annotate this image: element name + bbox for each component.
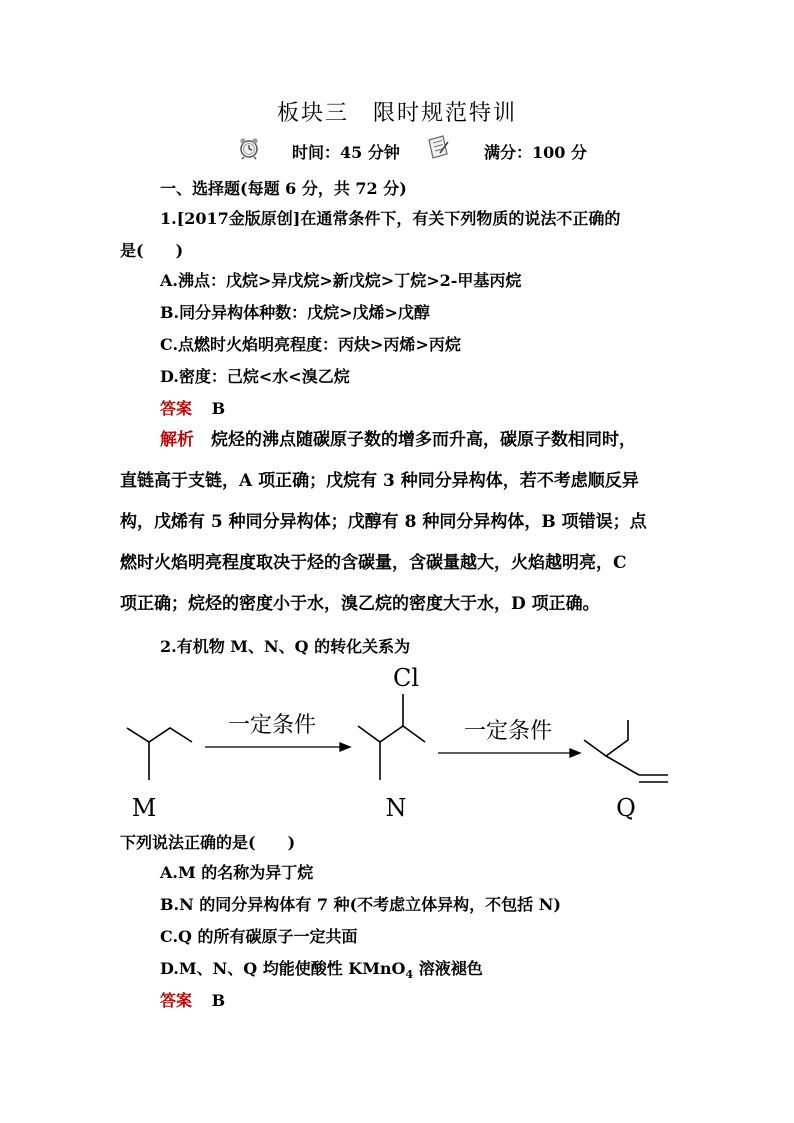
molecule-m [127,728,192,780]
label-n: N [385,794,407,822]
q2-option-d: D.M、N、Q 均能使酸性 KMnO$_4$ 溶液褪色 [160,959,483,982]
q2-option-c: C.Q 的所有碳原子一定共面 [160,927,358,946]
full-score: 满分：100 分 [484,143,587,162]
explanation-label: 解析 [160,430,194,450]
q1-option-d: D.密度：己烷<水<溴乙烷 [160,367,350,386]
q1-option-b: B.同分异构体种数：戊烷>戊烯>戊醇 [160,303,430,322]
reaction-arrow-2 [438,749,580,757]
answer-value: B [211,991,226,1010]
explanation-line: 构，戊烯有 5 种同分异构体；戊醇有 8 种同分异构体，B 项错误；点 [120,512,647,532]
reaction-arrow-1 [205,743,350,751]
subscript-4: 4 [405,968,414,982]
molecule-q [584,720,668,782]
alarm-clock-icon [238,136,260,164]
answer-label: 答案 [160,399,193,418]
explanation-line: 燃时火焰明亮程度取决于烃的含碳量，含碳量越大，火焰越明亮，C [120,553,627,573]
explanation-line: 项正确；烷烃的密度小于水，溴乙烷的密度大于水，D 项正确。 [120,594,600,614]
q2-option-b: B.N 的同分异构体有 7 种(不考虑立体异构，不包括 N) [160,895,561,914]
q2-option-a: A.M 的名称为异丁烷 [160,863,314,882]
arrow2-condition: 一定条件 [463,719,553,744]
explanation-line: 直链高于支链，A 项正确；戊烷有 3 种同分异构体，若不考虑顺反异 [120,471,639,491]
section-heading: 一、选择题(每题 6 分，共 72 分) [160,179,407,198]
reaction-diagram [100,660,700,830]
q2-question: 下列说法正确的是( ) [120,833,296,852]
q1-option-c: C.点燃时火焰明亮程度：丙炔>丙烯>丙烷 [160,335,461,354]
page-title: 板块三 限时规范特训 [276,101,517,126]
q1-answer [160,396,225,419]
q1-option-a: A.沸点：戊烷>异戊烷>新戊烷>丁烷>2-甲基丙烷 [160,271,522,290]
q1-stem-line2: 是( ) [120,241,184,260]
arrow1-condition: 一定条件 [227,713,317,738]
time-limit: 时间：45 分钟 [292,143,400,162]
exam-paper-icon [426,134,450,164]
q2-stem: 2.有机物 M、N、Q 的转化关系为 [160,637,411,656]
explanation-line: 解析 烷烃的沸点随碳原子数的增多而升高，碳原子数相同时， [160,430,636,450]
answer-label: 答案 [160,991,193,1010]
answer-value: B [211,399,226,418]
label-m: M [131,794,157,822]
chlorine-label: Cl [392,664,420,692]
q1-stem-line1: 1.[2017金版原创]在通常条件下，有关下列物质的说法不正确的 [160,209,621,228]
q1-explanation [120,420,680,625]
molecule-n [358,694,425,780]
label-q: Q [616,794,636,822]
q2-answer [160,988,225,1011]
